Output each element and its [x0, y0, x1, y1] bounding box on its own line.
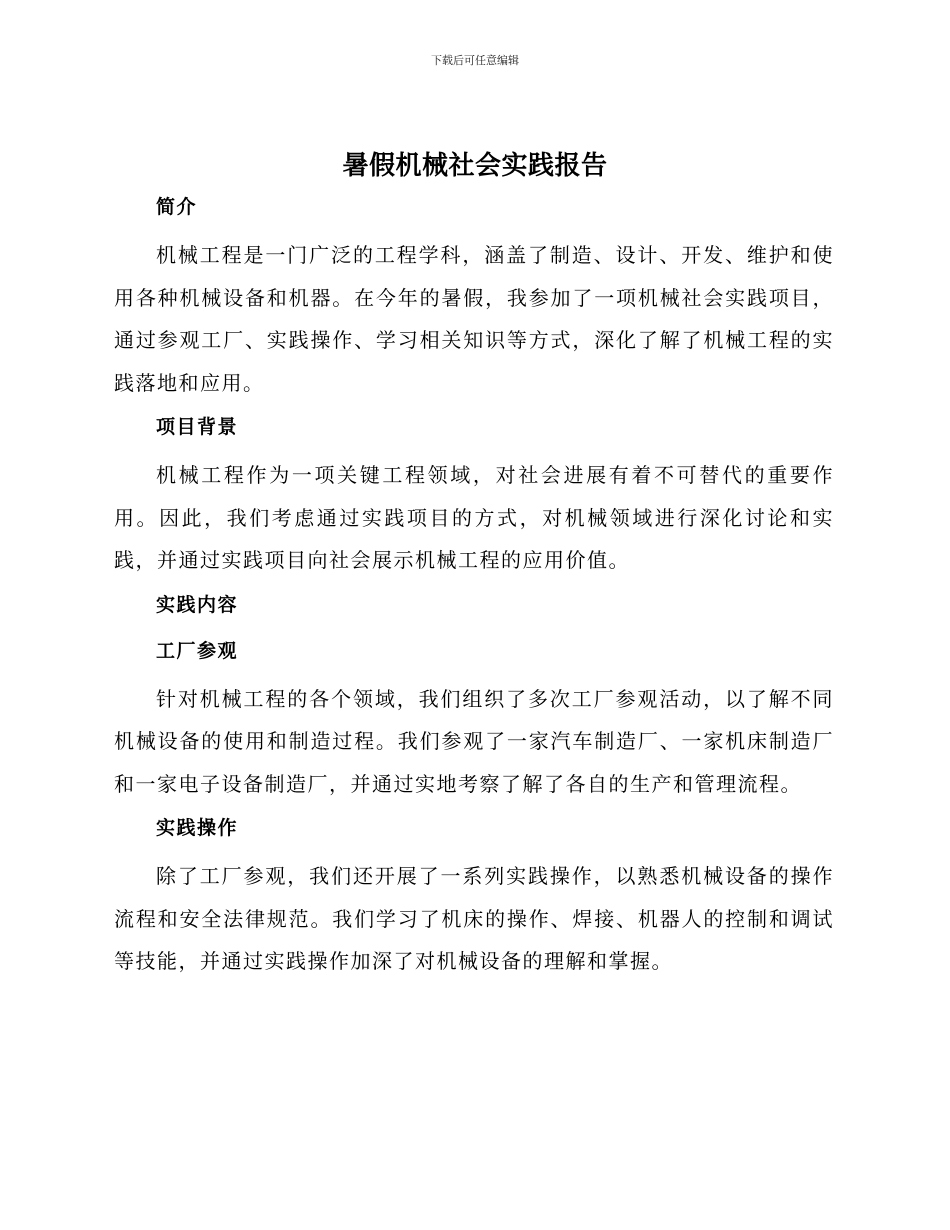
section-heading-intro: 简介 [156, 196, 198, 218]
section-paragraph-practical-operation: 除了工厂参观，我们还开展了一系列实践操作，以熟悉机械设备的操作流程和安全法律规范。我们学习了机床的操作、焊接、机器人的控制和调试等技能，并通过实践操作加深了对机械设备的理解和掌握。 [114, 864, 834, 973]
section-paragraph-factory-visit: 针对机械工程的各个领域，我们组织了多次工厂参观活动，以了解不同机械设备的使用和制造过程。我们参观了一家汽车制造厂、一家机床制造厂和一家电子设备制造厂，并通过实地考察了解了各自的生产和管理流程。 [114, 686, 834, 796]
section-heading-practical-operation: 实践操作 [156, 817, 239, 839]
document-title: 暑假机械社会实践报告 [342, 151, 608, 181]
section-paragraph-background: 机械工程作为一项关键工程领域，对社会进展有着不可替代的重要作用。因此，我们考虑通过实践项目的方式，对机械领域进行深化讨论和实践，并通过实践项目向社会展示机械工程的应用价值。 [114, 463, 834, 572]
document-body [114, 188, 834, 987]
section-heading-background: 项目背景 [156, 416, 239, 438]
page-header-note: 下载后可任意编辑 [431, 54, 519, 67]
section-heading-practice-content: 实践内容 [156, 593, 239, 616]
section-heading-factory-visit: 工厂参观 [156, 639, 239, 662]
section-paragraph-intro: 机械工程是一门广泛的工程学科，涵盖了制造、设计、开发、维护和使用各种机械设备和机器。在今年的暑假，我参加了一项机械社会实践项目，通过参观工厂、实践操作、学习相关知识等方式，深化了解了机械工程的实践落地和应用。 [114, 243, 834, 395]
